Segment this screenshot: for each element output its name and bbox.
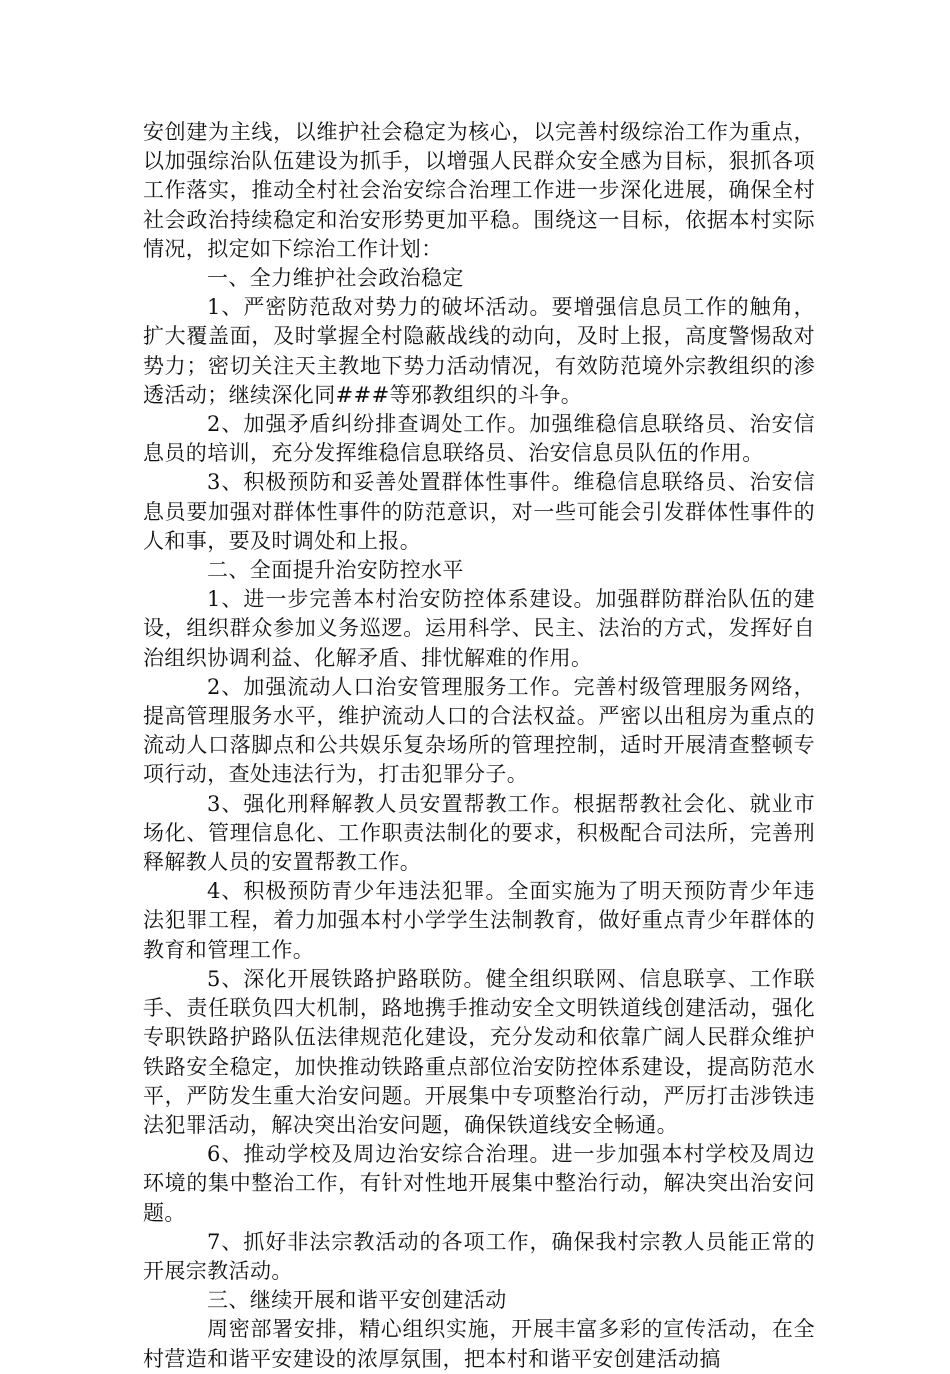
section-2-item-6: 6、推动学校及周边治安综合治理。进一步加强本村学校及周边环境的集中整治工作，有针对性地开展集中整治行动，解决突出治安问题。 <box>143 1142 815 1225</box>
section-2-item-1: 1、进一步完善本村治安防控体系建设。加强群防群治队伍的建设，组织群众参加义务巡逻。运用科学、民主、法治的方式，发挥好自治组织协调利益、化解矛盾、排忧解难的作用。 <box>143 587 815 670</box>
document-page <box>143 118 815 1374</box>
section-1-item-1: 1、严密防范敌对势力的破坏活动。要增强信息员工作的触角，扩大覆盖面，及时掌握全村隐蔽战线的动向，及时上报，高度警惕敌对势力；密切关注天主教地下势力活动情况，有效防范境外宗教组织的渗透活动；继续深化同###等邪教组织的斗争。 <box>143 295 815 407</box>
intro-paragraph: 安创建为主线，以维护社会稳定为核心，以完善村级综治工作为重点，以加强综治队伍建设为抓手，以增强人民群众安全感为目标，狠抓各项工作落实，推动全村社会治安综合治理工作进一步深化进展，确保全村社会政治持续稳定和治安形势更加平稳。围绕这一目标，依据本村实际情况，拟定如下综治工作计划： <box>143 120 815 261</box>
section-3-paragraph-1: 周密部署安排，精心组织实施，开展丰富多彩的宣传活动，在全村营造和谐平安建设的浓厚氛围，把本村和谐平安创建活动搞 <box>143 1317 815 1371</box>
section-2-item-4: 4、积极预防青少年违法犯罪。全面实施为了明天预防青少年违法犯罪工程，着力加强本村小学学生法制教育，做好重点青少年群体的教育和管理工作。 <box>143 879 815 962</box>
section-heading-2: 二、全面提升治安防控水平 <box>207 558 464 583</box>
section-1-item-2: 2、加强矛盾纠纷排查调处工作。加强维稳信息联络员、治安信息员的培训，充分发挥维稳信息联络员、治安信息员队伍的作用。 <box>143 412 815 466</box>
section-2-item-3: 3、强化刑释解教人员安置帮教工作。根据帮教社会化、就业市场化、管理信息化、工作职责法制化的要求，积极配合司法所，完善刑释解教人员的安置帮教工作。 <box>143 791 815 875</box>
section-2-item-2: 2、加强流动人口治安管理服务工作。完善村级管理服务网络，提高管理服务水平，维护流动人口的合法权益。严密以出租房为重点的流动人口落脚点和公共娱乐复杂场所的管理控制，适时开展清查整顿专项行动，查处违法行为，打击犯罪分子。 <box>143 674 815 787</box>
section-2-item-5: 5、深化开展铁路护路联防。健全组织联网、信息联享、工作联手、责任联负四大机制，路地携手推动安全文明铁道线创建活动，强化专职铁路护路队伍法律规范化建设，充分发动和依靠广阔人民群众维护铁路安全稳定，加快推动铁路重点部位治安防控体系建设，提高防范水平，严防发生重大治安问题。开展集中专项整治行动，严厉打击涉铁违法犯罪活动，解决突出治安问题，确保铁道线安全畅通。 <box>143 966 815 1137</box>
section-1-item-3: 3、积极预防和妥善处置群体性事件。维稳信息联络员、治安信息员要加强对群体性事件的防范意识，对一些可能会引发群体性事件的人和事，要及时调处和上报。 <box>143 470 815 553</box>
section-heading-1: 一、全力维护社会政治稳定 <box>207 266 464 291</box>
section-heading-3: 三、继续开展和谐平安创建活动 <box>207 1288 507 1313</box>
section-2-item-7: 7、抓好非法宗教活动的各项工作，确保我村宗教人员能正常的开展宗教活动。 <box>143 1229 815 1283</box>
